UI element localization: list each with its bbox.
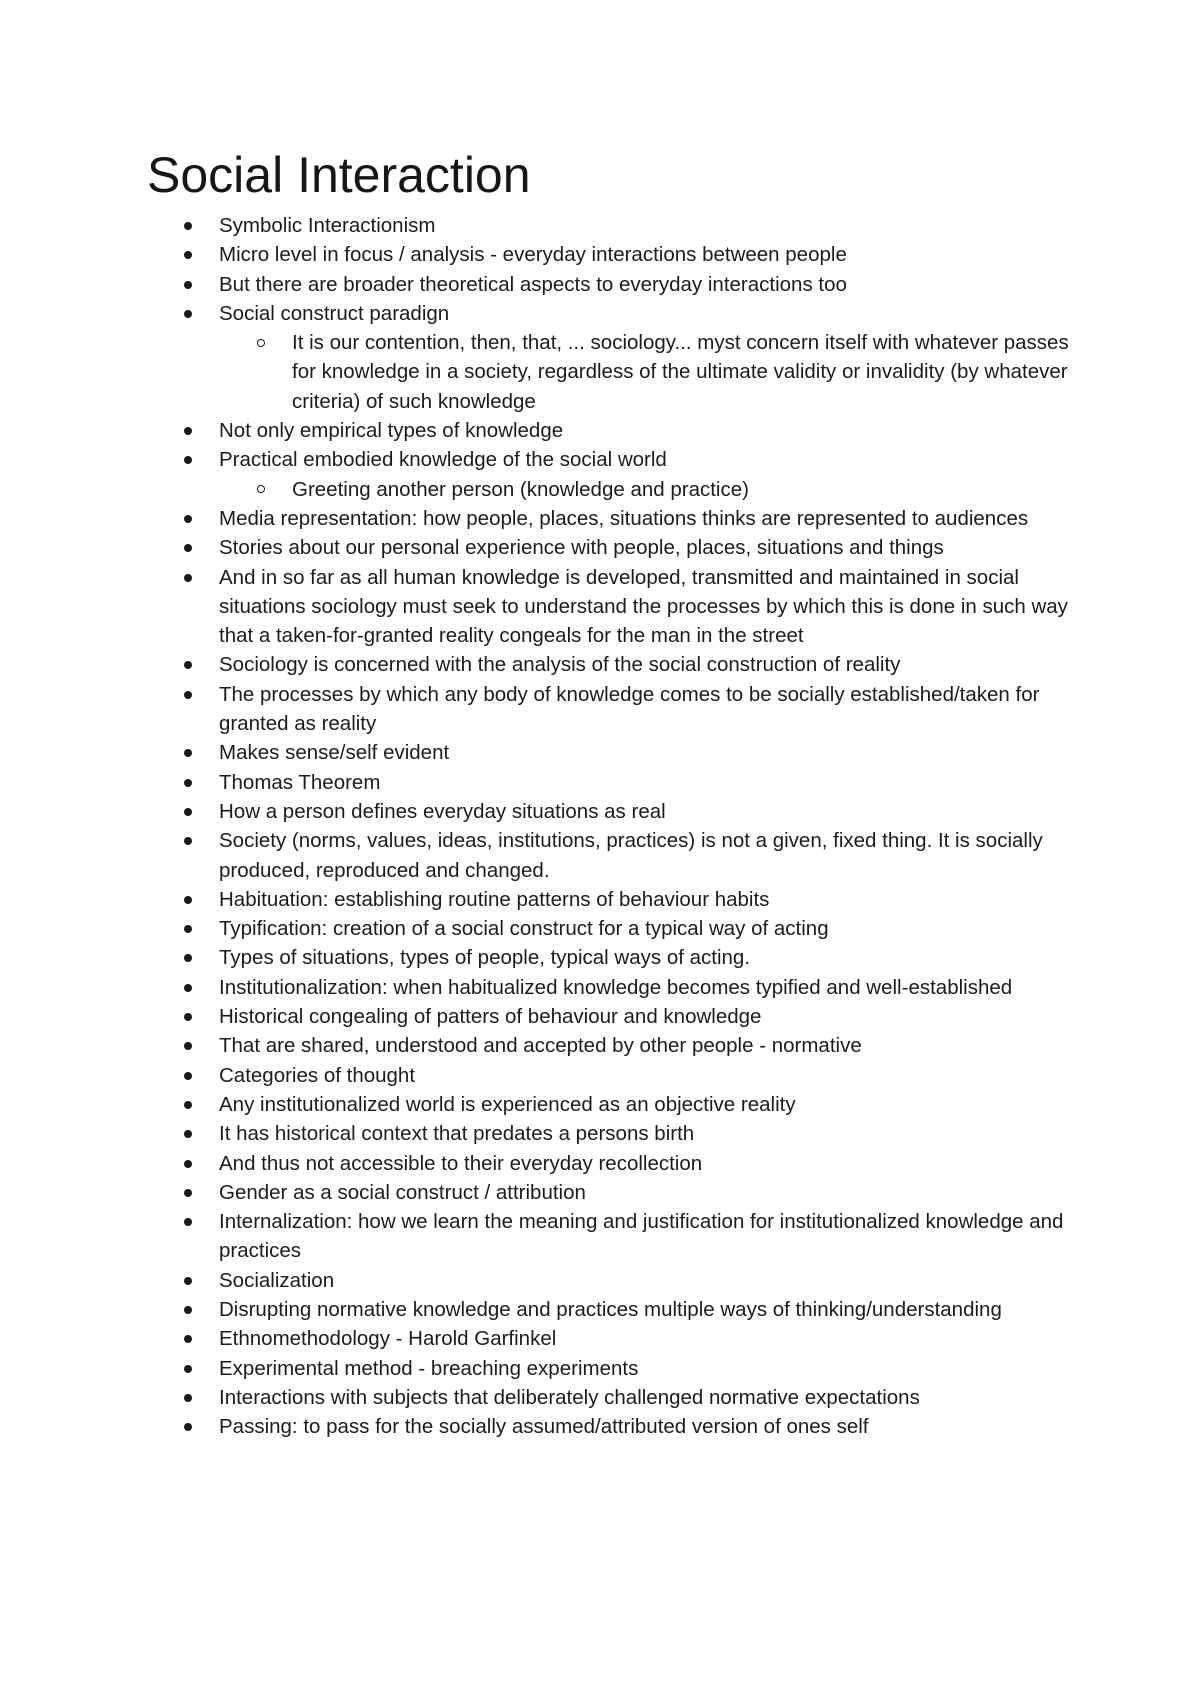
list-item [0, 943, 1200, 972]
bullet-icon [184, 1072, 192, 1080]
list-item [0, 1119, 1200, 1148]
list-item [0, 885, 1200, 914]
bullet-icon [184, 779, 192, 787]
bullet-icon [184, 1365, 192, 1373]
bullet-icon [184, 1277, 192, 1285]
list-item [0, 240, 1200, 269]
list-item [0, 650, 1200, 679]
list-item-text: Symbolic Interactionism [219, 214, 436, 237]
list-item-text: Any institutionalized world is experienced as an objective reality [219, 1092, 796, 1116]
list-item-text: Greeting another person (knowledge and practice) [292, 477, 749, 501]
bullet-icon [184, 427, 192, 435]
bullet-icon [184, 1101, 192, 1109]
list-item [0, 973, 1200, 1002]
bullet-icon [184, 456, 192, 464]
bullet-list [0, 211, 1200, 1441]
list-item [0, 1412, 1200, 1441]
bullet-icon [184, 544, 192, 552]
list-item-text: And in so far as all human knowledge is developed, transmitted and maintained in social situations sociology must seek to understand the processes by which this is done in such way that a taken-for-granted reality congeals for the man in the street [219, 565, 1068, 648]
list-item [0, 826, 1200, 885]
bullet-icon [184, 310, 192, 318]
list-item-text: Historical congealing of patters of behaviour and knowledge [219, 1005, 762, 1029]
list-item [0, 270, 1200, 299]
list-item [0, 768, 1200, 797]
list-item [0, 1090, 1200, 1119]
bullet-icon [184, 1423, 192, 1431]
list-item-text: Internalization: how we learn the meaning and justification for institutionalized knowledge and practices [219, 1210, 1064, 1263]
list-item-text: Gender as a social construct / attribution [219, 1180, 586, 1204]
list-item-text: It is our contention, then, that, ... sociology... myst concern itself with whatever passes for knowledge in a society, regardless of the ultimate validity or invalidity (by whatever criteria) of such knowledge [292, 331, 1069, 413]
hollow-bullet-icon [257, 339, 265, 347]
list-item-text: Stories about our personal experience with people, places, situations and things [219, 536, 944, 560]
bullet-icon [184, 515, 192, 523]
list-item-text: Media representation: how people, places, situations thinks are represented to audiences [219, 506, 1029, 530]
bullet-icon [184, 661, 192, 669]
list-item [0, 1295, 1200, 1324]
bullet-icon [184, 1160, 192, 1168]
list-item-text: Habituation: establishing routine patterns of behaviour habits [219, 887, 770, 911]
list-item [0, 416, 1200, 445]
list-item [0, 1354, 1200, 1383]
bullet-icon [184, 251, 192, 259]
list-item-text: That are shared, understood and accepted by other people - normative [219, 1034, 862, 1058]
list-item-text: Practical embodied knowledge of the social world [219, 448, 667, 472]
bullet-icon [184, 1335, 192, 1343]
list-item-text: Types of situations, types of people, typical ways of acting. [219, 946, 751, 970]
list-item-text: Socialization [219, 1268, 335, 1292]
list-item [0, 1178, 1200, 1207]
bullet-icon [184, 984, 192, 992]
list-item [0, 797, 1200, 826]
list-item [0, 680, 1200, 739]
list-item-text: Makes sense/self evident [219, 741, 450, 765]
list-item [0, 533, 1200, 562]
bullet-icon [184, 896, 192, 904]
bullet-icon [184, 1394, 192, 1402]
list-item-text: And thus not accessible to their everyday recollection [219, 1151, 703, 1175]
list-item-text: It has historical context that predates a persons birth [219, 1122, 695, 1146]
list-item-text: Experimental method - breaching experiments [219, 1356, 639, 1380]
list-item-text: Not only empirical types of knowledge [219, 419, 564, 443]
bullet-icon [184, 925, 192, 933]
bullet-icon [184, 222, 192, 230]
list-item-text: Micro level in focus / analysis - everyday interactions between people [219, 243, 847, 267]
list-item-text: Ethnomethodology - Harold Garfinkel [219, 1327, 557, 1351]
list-item-text: The processes by which any body of knowledge comes to be socially established/taken for granted as reality [219, 682, 1040, 736]
list-item-text: But there are broader theoretical aspects to everyday interactions too [219, 272, 847, 296]
list-item [0, 299, 1200, 328]
list-item [0, 1031, 1200, 1060]
list-item [0, 445, 1200, 474]
bullet-icon [184, 1218, 192, 1226]
list-item [0, 504, 1200, 533]
list-item-text: How a person defines everyday situations as real [219, 799, 666, 823]
list-item [0, 1002, 1200, 1031]
sub-list-item [0, 475, 1200, 504]
bullet-icon [184, 1189, 192, 1197]
list-item-text: Passing: to pass for the socially assumed/attributed version of ones self [219, 1415, 869, 1439]
bullet-icon [184, 574, 192, 582]
list-item [0, 563, 1200, 651]
list-item-text: Categories of thought [219, 1063, 416, 1087]
list-item [0, 1207, 1200, 1266]
list-item-text: Typification: creation of a social construct for a typical way of acting [219, 917, 829, 941]
hollow-bullet-icon [257, 485, 265, 493]
bullet-icon [184, 954, 192, 962]
page-title: Social Interaction [147, 147, 531, 203]
list-item [0, 738, 1200, 767]
list-item-text: Interactions with subjects that deliberately challenged normative expectations [219, 1385, 920, 1409]
list-item-text: Institutionalization: when habitualized knowledge becomes typified and well-established [219, 975, 1013, 999]
list-item [0, 914, 1200, 943]
bullet-icon [184, 281, 192, 289]
bullet-icon [184, 1013, 192, 1021]
list-item-text: Social construct paradign [219, 301, 450, 325]
list-item [0, 211, 1200, 240]
bullet-icon [184, 1306, 192, 1314]
bullet-icon [184, 749, 192, 757]
list-item [0, 1383, 1200, 1412]
bullet-icon [184, 808, 192, 816]
bullet-icon [184, 1130, 192, 1138]
bullet-icon [184, 837, 192, 845]
list-item [0, 1266, 1200, 1295]
list-item [0, 1061, 1200, 1090]
list-item-text: Thomas Theorem [219, 770, 381, 794]
bullet-icon [184, 691, 192, 699]
list-item [0, 1149, 1200, 1178]
list-item-text: Society (norms, values, ideas, institutions, practices) is not a given, fixed thing. It is socially produced, reproduced and changed. [219, 829, 1043, 882]
list-item-text: Disrupting normative knowledge and practices multiple ways of thinking/understanding [219, 1297, 1002, 1321]
list-item [0, 1324, 1200, 1353]
bullet-icon [184, 1042, 192, 1050]
sub-list-item [0, 328, 1200, 416]
list-item-text: Sociology is concerned with the analysis of the social construction of reality [219, 653, 901, 677]
